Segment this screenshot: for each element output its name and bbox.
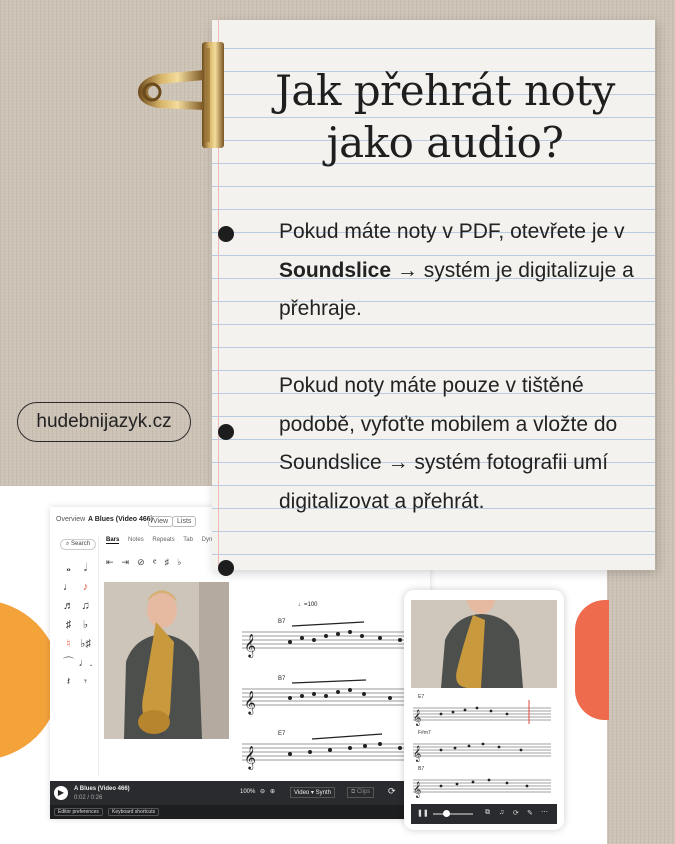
beam-icon[interactable]: ♫ bbox=[81, 600, 90, 612]
editor-preferences-button[interactable]: Editor preferences bbox=[54, 808, 103, 816]
tab-tab[interactable]: Tab bbox=[183, 537, 193, 543]
pause-icon[interactable]: ❚❚ bbox=[417, 810, 429, 817]
append-bar-icon[interactable]: ⇥ bbox=[121, 557, 138, 567]
player-time: 0:02 / 0:26 bbox=[74, 795, 103, 801]
quarter-note-icon[interactable]: ♩ bbox=[63, 581, 74, 593]
clips-button[interactable]: ⧉ Clips bbox=[347, 787, 374, 798]
synth-label: Synth bbox=[315, 790, 331, 796]
tab-repeats[interactable]: Repeats bbox=[152, 537, 175, 543]
more-icon[interactable]: ⋯ bbox=[541, 809, 548, 816]
palette-search-button[interactable]: ⌕ Search bbox=[60, 539, 96, 550]
note-glyphs bbox=[60, 559, 96, 692]
time-signature-icon[interactable]: 𝄴 bbox=[152, 557, 165, 567]
performer-video[interactable] bbox=[104, 582, 229, 739]
page-title: Jak přehrát noty jako audio? bbox=[275, 66, 615, 167]
play-button[interactable]: ▶ bbox=[54, 786, 68, 800]
natural-icon[interactable]: ♮ bbox=[66, 638, 71, 650]
player-title: A Blues (Video 466) bbox=[74, 786, 130, 792]
binder-clip-icon bbox=[128, 40, 228, 150]
chord-symbol: B7 bbox=[278, 619, 286, 625]
tie-icon[interactable]: ⌒ bbox=[63, 657, 74, 669]
sharp-icon[interactable]: ♯ bbox=[65, 619, 72, 631]
chord-symbol: E7 bbox=[418, 694, 425, 700]
mobile-video[interactable] bbox=[411, 600, 557, 688]
player-bar bbox=[50, 781, 430, 805]
view-button[interactable]: View bbox=[148, 516, 173, 527]
editor-toolbar bbox=[106, 557, 189, 568]
chord-symbol: B7 bbox=[278, 676, 286, 682]
document-title: A Blues (Video 466) bbox=[88, 516, 153, 523]
tab-bars[interactable]: Bars bbox=[106, 537, 120, 543]
mobile-score[interactable] bbox=[411, 692, 557, 802]
double-flat-icon[interactable]: ♭♯ bbox=[80, 638, 91, 650]
key-signature-icon[interactable]: ♯ bbox=[164, 557, 178, 567]
score-view-icon[interactable]: ⧉ bbox=[485, 809, 490, 816]
binder-hole-icon bbox=[218, 560, 234, 576]
flat-icon[interactable]: ♭ bbox=[82, 619, 89, 631]
sixteenth-note-icon[interactable]: ♬ bbox=[63, 600, 74, 612]
keyboard-shortcuts-button[interactable]: Keyboard shortcuts bbox=[108, 808, 159, 816]
tab-notes[interactable]: Notes bbox=[128, 537, 144, 543]
website-badge[interactable]: hudebnijazyk.cz bbox=[17, 402, 191, 442]
zoom-in-icon[interactable]: ⊕ bbox=[270, 789, 276, 795]
svg-text:𝄞: 𝄞 bbox=[244, 745, 256, 769]
zoom-out-icon[interactable]: ⊖ bbox=[260, 789, 266, 795]
coral-decor-shape bbox=[575, 600, 609, 720]
video-label: Video bbox=[294, 790, 310, 796]
half-note-icon[interactable]: 𝅗𝅥 bbox=[83, 562, 88, 574]
note-palette bbox=[54, 537, 99, 777]
dot-icon[interactable]: ♩. bbox=[78, 657, 93, 669]
paragraph-pdf-text: Pokud máte noty v PDF, otevřete je v bbox=[279, 220, 625, 243]
playback-slider-thumb[interactable] bbox=[443, 810, 450, 817]
insert-bar-icon[interactable]: ⇤ bbox=[106, 557, 122, 567]
chord-symbol: B7 bbox=[418, 766, 425, 772]
whole-note-icon[interactable]: 𝅝 bbox=[66, 562, 71, 574]
saxophonist-figure bbox=[104, 582, 229, 739]
eighth-rest-icon[interactable]: 𝄾 bbox=[84, 676, 87, 688]
soundslice-highlight: Soundslice bbox=[279, 258, 392, 282]
annotate-icon[interactable]: ✎ bbox=[527, 810, 533, 817]
notation-icon[interactable]: ♫ bbox=[499, 809, 505, 816]
binder-hole-icon bbox=[218, 226, 234, 242]
mobile-saxophonist-figure bbox=[411, 600, 557, 688]
no-entry-icon[interactable]: ⊘ bbox=[137, 557, 153, 567]
search-label: Search bbox=[71, 541, 91, 547]
svg-text:𝄞: 𝄞 bbox=[413, 710, 422, 726]
staff-lines bbox=[240, 602, 430, 777]
editor-tabs bbox=[106, 537, 219, 543]
mobile-player-bar bbox=[411, 804, 557, 824]
rest-icon[interactable]: 𝄽 bbox=[66, 676, 71, 688]
score-notation[interactable] bbox=[240, 602, 430, 777]
paragraph-printed: Pokud noty máte pouze v tištěné podobě, vyfoťte mobilem a vložte do Soundslice → systém fotografii umí digitalizovat a přehrát. bbox=[279, 374, 618, 513]
playback-slider[interactable] bbox=[433, 813, 473, 815]
chord-symbol: F#m7 bbox=[418, 730, 431, 736]
paragraph-pdf-text-end: → systém je digitalizuje a přehraje. bbox=[279, 258, 634, 320]
svg-text:𝄞: 𝄞 bbox=[244, 690, 256, 714]
overview-link[interactable]: Overview bbox=[56, 516, 86, 523]
flat-key-icon[interactable]: ♭ bbox=[177, 557, 190, 567]
tab-dyn[interactable]: Dyn bbox=[201, 537, 213, 543]
loop-icon[interactable]: ⟳ bbox=[513, 810, 519, 817]
editor-footer bbox=[50, 805, 430, 819]
svg-text:𝄞: 𝄞 bbox=[244, 633, 256, 657]
mobile-player-preview bbox=[404, 590, 564, 830]
loop-icon[interactable]: ⟳ bbox=[388, 786, 396, 796]
chord-symbol: E7 bbox=[278, 731, 286, 737]
tempo-marking: ♩=100 bbox=[298, 602, 318, 608]
svg-text:𝄞: 𝄞 bbox=[413, 782, 422, 798]
clips-label: Clips bbox=[356, 789, 371, 795]
eighth-note-icon[interactable]: ♪ bbox=[82, 581, 89, 593]
video-synth-toggle[interactable]: Video ▾ Synth bbox=[290, 787, 335, 798]
binder-hole-icon bbox=[218, 424, 234, 440]
svg-text:𝄞: 𝄞 bbox=[413, 746, 422, 762]
zoom-level: 100% bbox=[240, 789, 256, 795]
lists-button[interactable]: Lists bbox=[172, 516, 196, 527]
paragraph-pdf bbox=[279, 213, 649, 329]
